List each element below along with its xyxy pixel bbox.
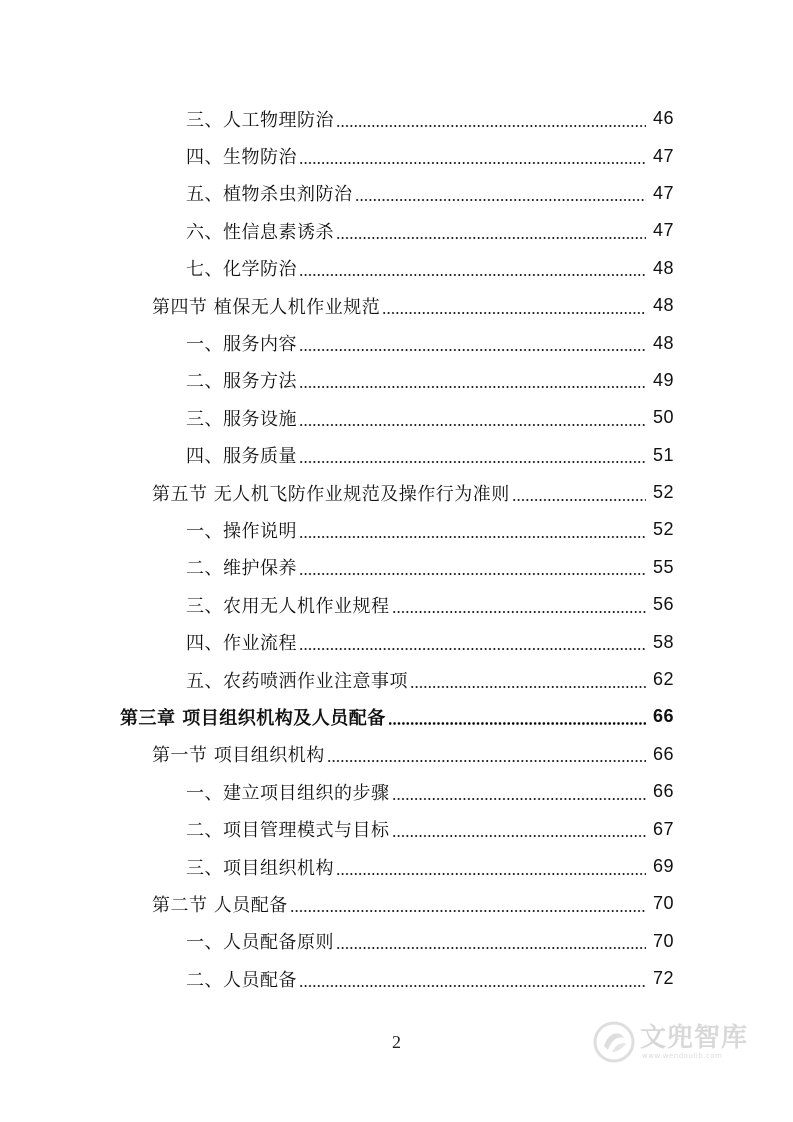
toc-entry-number: 第三章 [120, 707, 183, 729]
toc-dot-leader [299, 424, 646, 426]
toc-entry-number: 四、 [186, 147, 223, 169]
toc-entry[interactable] [0, 848, 793, 885]
toc-entry[interactable] [0, 923, 793, 960]
toc-entry[interactable] [0, 623, 793, 660]
toc-entry-number: 一、 [186, 520, 223, 542]
toc-entry-title: 服务设施 [223, 408, 297, 430]
toc-entry-page: 70 [652, 930, 674, 951]
toc-entry-page: 47 [652, 220, 674, 241]
toc-entry-page: 46 [652, 108, 674, 129]
toc-entry-title: 农药喷洒作业注意事项 [223, 670, 408, 692]
toc-dot-leader [299, 985, 646, 987]
toc-entry-title: 操作说明 [223, 520, 297, 542]
toc-dot-leader [392, 835, 647, 837]
toc-entry-number: 第五节 [152, 483, 214, 505]
toc-entry-page: 48 [652, 332, 674, 353]
toc-dot-leader [299, 536, 646, 538]
toc-entry-number: 四、 [186, 446, 223, 468]
toc-entry[interactable] [0, 661, 793, 698]
toc-entry-page: 67 [652, 818, 674, 839]
toc-entry[interactable] [0, 324, 793, 361]
toc-entry-number: 三、 [186, 857, 223, 879]
toc-entry-page: 66 [652, 743, 674, 764]
toc-dot-leader [299, 274, 646, 276]
toc-entry-number: 七、 [186, 259, 223, 281]
toc-entry-number: 一、 [186, 932, 223, 954]
toc-entry[interactable] [0, 175, 793, 212]
toc-entry-number: 二、 [186, 820, 223, 842]
toc-entry-number: 六、 [186, 221, 223, 243]
toc-dot-leader [299, 162, 646, 164]
toc-entry[interactable] [0, 250, 793, 287]
toc-entry-page: 48 [652, 295, 674, 316]
toc-entry-title: 人员配备原则 [223, 932, 334, 954]
toc-entry-page: 69 [652, 856, 674, 876]
toc-entry[interactable] [0, 362, 793, 399]
table-of-contents [0, 100, 793, 997]
toc-entry-title: 人员配备 [223, 969, 297, 991]
toc-entry[interactable] [0, 511, 793, 548]
toc-entry-number: 二、 [186, 969, 223, 991]
toc-entry-number: 五、 [186, 670, 223, 692]
toc-dot-leader [336, 947, 646, 949]
toc-dot-leader [388, 722, 646, 725]
toc-entry[interactable] [0, 100, 793, 137]
toc-dot-leader [299, 461, 646, 463]
toc-entry-title: 项目组织机构 [223, 857, 334, 879]
toc-entry-page: 70 [652, 893, 674, 914]
toc-entry-number: 四、 [186, 633, 223, 655]
toc-entry[interactable] [0, 474, 793, 511]
toc-entry[interactable] [0, 885, 793, 922]
toc-dot-leader [355, 199, 647, 201]
toc-entry-page: 55 [652, 556, 674, 577]
toc-entry-title: 建立项目组织的步骤 [223, 782, 390, 804]
toc-entry-number: 三、 [186, 408, 223, 430]
toc-entry-number: 第一节 [152, 745, 214, 767]
toc-dot-leader [392, 611, 647, 613]
toc-entry-title: 服务质量 [223, 446, 297, 468]
toc-dot-leader [336, 873, 646, 875]
watermark-url: www.wendoulib.com [642, 1052, 723, 1060]
toc-entry[interactable] [0, 736, 793, 773]
toc-entry-title: 生物防治 [223, 147, 297, 169]
toc-dot-leader [290, 910, 646, 912]
toc-entry-title: 植物杀虫剂防治 [223, 184, 353, 206]
toc-entry-title: 植保无人机作业规范 [213, 296, 381, 318]
toc-entry-page: 52 [652, 519, 674, 540]
toc-entry[interactable] [0, 586, 793, 623]
toc-entry-title: 人工物理防治 [223, 109, 334, 131]
toc-entry-page: 47 [652, 145, 674, 166]
toc-dot-leader [327, 760, 646, 762]
toc-entry-title: 性信息素诱杀 [223, 221, 334, 243]
toc-dot-leader [392, 798, 647, 800]
watermark-brand: 文兜智库 [640, 1023, 749, 1053]
wendou-logo-icon [592, 1020, 636, 1064]
toc-entry-page: 66 [652, 706, 674, 727]
toc-entry-number: 三、 [186, 595, 223, 617]
toc-entry-title: 服务内容 [223, 334, 297, 356]
toc-dot-leader [382, 312, 646, 314]
toc-entry-page: 62 [652, 669, 674, 690]
toc-entry-number: 第二节 [152, 894, 214, 916]
toc-entry-page: 58 [652, 631, 674, 652]
toc-dot-leader [336, 237, 646, 239]
toc-entry-title: 化学防治 [223, 259, 297, 281]
toc-entry-page: 47 [652, 182, 674, 203]
toc-entry-number: 一、 [186, 334, 223, 356]
toc-entry-page: 51 [652, 444, 674, 465]
toc-entry-page: 49 [652, 369, 674, 390]
toc-dot-leader [299, 349, 646, 351]
toc-entry-number: 一、 [186, 782, 223, 804]
toc-entry-title: 作业流程 [223, 633, 297, 655]
toc-entry-page: 72 [652, 968, 674, 989]
toc-entry-title: 服务方法 [223, 371, 297, 393]
toc-entry[interactable] [0, 212, 793, 249]
toc-entry-title: 项目组织机构 [213, 745, 325, 767]
toc-entry[interactable] [0, 437, 793, 474]
toc-dot-leader [299, 386, 646, 388]
toc-entry[interactable] [0, 698, 793, 735]
toc-dot-leader [512, 499, 646, 501]
toc-entry[interactable] [0, 549, 793, 586]
toc-entry-number: 第四节 [152, 296, 214, 318]
toc-dot-leader [299, 648, 646, 650]
toc-entry-page: 48 [652, 257, 674, 278]
toc-entry[interactable] [0, 960, 793, 997]
toc-entry-title: 人员配备 [213, 894, 288, 916]
toc-entry-number: 二、 [186, 371, 223, 393]
toc-entry-title: 项目管理模式与目标 [223, 820, 390, 842]
toc-entry[interactable] [0, 810, 793, 847]
toc-entry-title: 维护保养 [223, 558, 297, 580]
watermark [592, 1020, 748, 1064]
toc-entry-page: 66 [652, 781, 674, 802]
toc-entry-title: 项目组织机构及人员配备 [182, 707, 386, 729]
toc-dot-leader [410, 686, 646, 688]
toc-dot-leader [336, 125, 646, 127]
toc-entry[interactable] [0, 399, 793, 436]
toc-entry-page: 56 [652, 594, 674, 615]
toc-entry-number: 二、 [186, 558, 223, 580]
toc-dot-leader [299, 573, 646, 575]
toc-entry-number: 三、 [186, 109, 223, 131]
toc-entry-title: 无人机飞防作业规范及操作行为准则 [213, 483, 510, 505]
toc-entry-page: 52 [652, 482, 674, 503]
toc-entry[interactable] [0, 773, 793, 810]
toc-entry[interactable] [0, 137, 793, 174]
toc-entry-number: 五、 [186, 184, 223, 206]
toc-entry[interactable] [0, 287, 793, 324]
toc-entry-page: 50 [652, 407, 674, 428]
toc-entry-title: 农用无人机作业规程 [223, 595, 390, 617]
page-number: 2 [392, 1032, 401, 1052]
